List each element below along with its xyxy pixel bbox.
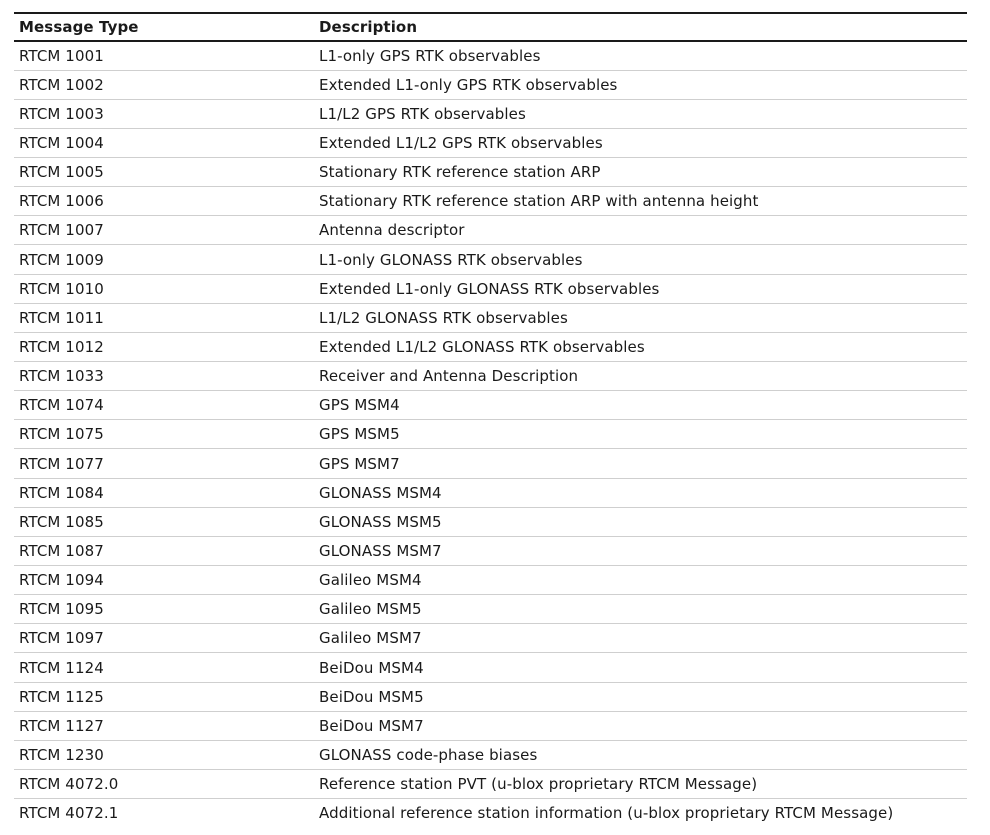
table-row <box>14 624 967 653</box>
table-row <box>14 770 967 799</box>
message-type-cell: RTCM 4072.1 <box>19 804 119 823</box>
header-message-type: Message Type <box>14 13 314 41</box>
table-row <box>14 128 967 157</box>
message-type-cell: RTCM 1124 <box>14 653 314 682</box>
table-row <box>14 187 967 216</box>
description-cell: L1/L2 GPS RTK observables <box>314 99 967 128</box>
description-cell: BeiDou MSM7 <box>314 711 967 740</box>
table-row <box>14 70 967 99</box>
message-type-cell: RTCM 1085 <box>14 507 314 536</box>
description-cell: Reference station PVT (u-blox proprietary RTCM Message) <box>314 770 967 799</box>
rtcm-message-table <box>14 12 967 828</box>
table-row <box>14 41 967 70</box>
table-body <box>14 41 967 828</box>
message-type-cell: RTCM 1033 <box>14 362 314 391</box>
table-row <box>14 245 967 274</box>
message-type-cell: RTCM 1009 <box>14 245 314 274</box>
message-type-cell: RTCM 1084 <box>14 478 314 507</box>
description-cell: Receiver and Antenna Description <box>314 362 967 391</box>
table-header <box>14 13 967 41</box>
table-row <box>14 478 967 507</box>
table-row <box>14 158 967 187</box>
description-cell: Galileo MSM4 <box>314 566 967 595</box>
description-cell: Extended L1-only GLONASS RTK observables <box>314 274 967 303</box>
description-cell: GPS MSM5 <box>314 420 967 449</box>
table-row <box>14 653 967 682</box>
message-type-cell: RTCM 1097 <box>14 624 314 653</box>
description-cell: Antenna descriptor <box>314 216 967 245</box>
table-row <box>14 420 967 449</box>
description-cell: Galileo MSM5 <box>314 595 967 624</box>
message-type-cell: RTCM 1001 <box>14 41 314 70</box>
message-type-cell: RTCM 1087 <box>14 536 314 565</box>
message-type-cell: RTCM 1007 <box>14 216 314 245</box>
message-type-cell: RTCM 1005 <box>14 158 314 187</box>
message-type-cell: RTCM 1095 <box>14 595 314 624</box>
description-cell: BeiDou MSM5 <box>314 682 967 711</box>
description-cell: Extended L1/L2 GPS RTK observables <box>314 128 967 157</box>
description-cell: Galileo MSM7 <box>314 624 967 653</box>
description-cell: L1/L2 GLONASS RTK observables <box>314 303 967 332</box>
message-type-cell: RTCM 4072.0 <box>14 770 314 799</box>
description-cell: Additional reference station information (u-blox proprietary RTCM Message) <box>319 804 894 823</box>
message-type-cell: RTCM 1077 <box>14 449 314 478</box>
description-cell: Extended L1/L2 GLONASS RTK observables <box>314 332 967 361</box>
table-row <box>14 216 967 245</box>
message-type-cell: RTCM 1002 <box>14 70 314 99</box>
message-type-cell: RTCM 1230 <box>14 740 314 769</box>
message-type-cell: RTCM 1012 <box>14 332 314 361</box>
table-row <box>14 682 967 711</box>
message-type-cell: RTCM 1003 <box>14 99 314 128</box>
table-row <box>14 536 967 565</box>
description-cell: Stationary RTK reference station ARP <box>314 158 967 187</box>
description-cell: BeiDou MSM4 <box>314 653 967 682</box>
message-type-cell: RTCM 1004 <box>14 128 314 157</box>
table-row <box>14 274 967 303</box>
header-description: Description <box>314 13 967 41</box>
description-cell: GPS MSM7 <box>314 449 967 478</box>
message-type-cell: RTCM 1010 <box>14 274 314 303</box>
table-row <box>14 449 967 478</box>
message-type-cell: RTCM 1125 <box>14 682 314 711</box>
rtcm-message-table-container <box>14 12 967 828</box>
table-row <box>14 303 967 332</box>
table-row <box>14 566 967 595</box>
description-cell: GLONASS MSM5 <box>314 507 967 536</box>
table-row <box>14 332 967 361</box>
table-row <box>14 740 967 769</box>
table-row <box>14 799 967 828</box>
description-cell: GLONASS MSM7 <box>314 536 967 565</box>
description-cell: GLONASS code-phase biases <box>314 740 967 769</box>
table-row <box>14 362 967 391</box>
table-row <box>14 507 967 536</box>
message-type-cell: RTCM 1011 <box>14 303 314 332</box>
table-row <box>14 99 967 128</box>
description-cell: Stationary RTK reference station ARP with antenna height <box>314 187 967 216</box>
message-type-cell: RTCM 1075 <box>14 420 314 449</box>
description-cell: L1-only GLONASS RTK observables <box>314 245 967 274</box>
table-row <box>14 391 967 420</box>
header-row <box>14 13 967 41</box>
message-type-cell: RTCM 1127 <box>14 711 314 740</box>
description-cell: GPS MSM4 <box>314 391 967 420</box>
description-cell: GLONASS MSM4 <box>314 478 967 507</box>
table-row <box>14 595 967 624</box>
message-type-cell: RTCM 1006 <box>14 187 314 216</box>
message-type-cell: RTCM 1074 <box>14 391 314 420</box>
description-cell: L1-only GPS RTK observables <box>314 41 967 70</box>
message-type-cell: RTCM 1094 <box>14 566 314 595</box>
description-cell: Extended L1-only GPS RTK observables <box>314 70 967 99</box>
table-row <box>14 711 967 740</box>
